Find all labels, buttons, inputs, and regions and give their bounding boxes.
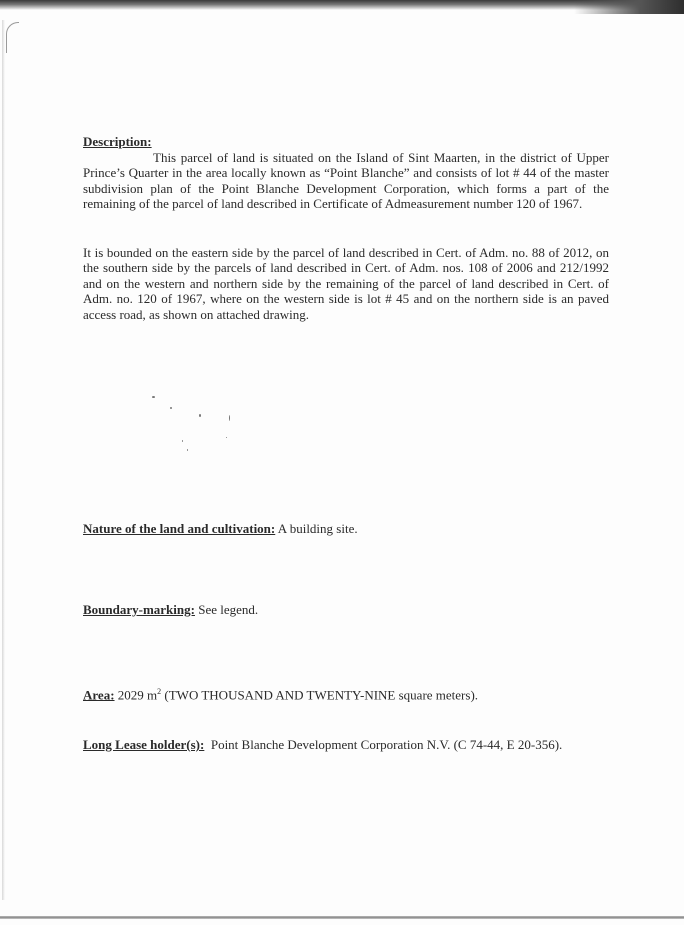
area-value-number: 2029 m <box>114 687 158 703</box>
scan-speck <box>199 414 201 417</box>
area-label: Area: <box>83 687 115 703</box>
scan-speck <box>170 407 172 409</box>
description-paragraph-1: This parcel of land is situated on the Island of Sint Maarten, in the district of Upper Prince’s Quarter in the area locally known as “Point Blanche” and consists of lot # 44 of the master subdivision plan of the Point Blanche Development Corporation, which forms a part of the remaining of the parcel of land described in Certificate of Admeasurement number 120 of 1967. <box>83 150 609 212</box>
lease-value: Point Blanche Development Corporation N.V. (C 74-44, E 20-356). <box>204 737 563 752</box>
nature-label: Nature of the land and cultivation: <box>83 521 276 536</box>
area-value-superscript: 2 <box>157 687 162 696</box>
description-heading: Description: <box>83 134 152 149</box>
nature-value: A building site. <box>275 521 358 536</box>
description-paragraph-2: It is bounded on the eastern side by the parcel of land described in Cert. of Adm. no. 88 of 2012, on the southern side by the parcels of land described in Cert. of Adm. nos. 108 of 2006 and 212/1992 and on the western and northern side by the remaining of the parcel of land described in Cert. of Adm. no. 120 of 1967, where on the western side is lot # 45 and on the northern side is an paved access road, as shown on attached drawing. <box>83 245 609 322</box>
scan-edge-left <box>2 20 5 900</box>
lease-field <box>83 737 562 753</box>
boundary-label: Boundary-marking: <box>83 602 195 617</box>
scan-edge-top-right <box>574 0 684 14</box>
scan-speck <box>226 437 227 438</box>
area-field <box>83 684 478 703</box>
corner-fold-mark <box>6 22 19 53</box>
lease-label: Long Lease holder(s): <box>83 737 205 752</box>
scan-speck <box>187 449 188 451</box>
scan-edge-bottom <box>0 916 684 919</box>
nature-field <box>83 521 358 537</box>
scan-speck <box>182 440 183 442</box>
scan-speck <box>229 415 230 421</box>
boundary-value: See legend. <box>194 602 259 617</box>
boundary-field <box>83 602 258 618</box>
scan-speck <box>152 396 155 398</box>
area-value-text: (TWO THOUSAND AND TWENTY-NINE square meters). <box>161 687 479 703</box>
